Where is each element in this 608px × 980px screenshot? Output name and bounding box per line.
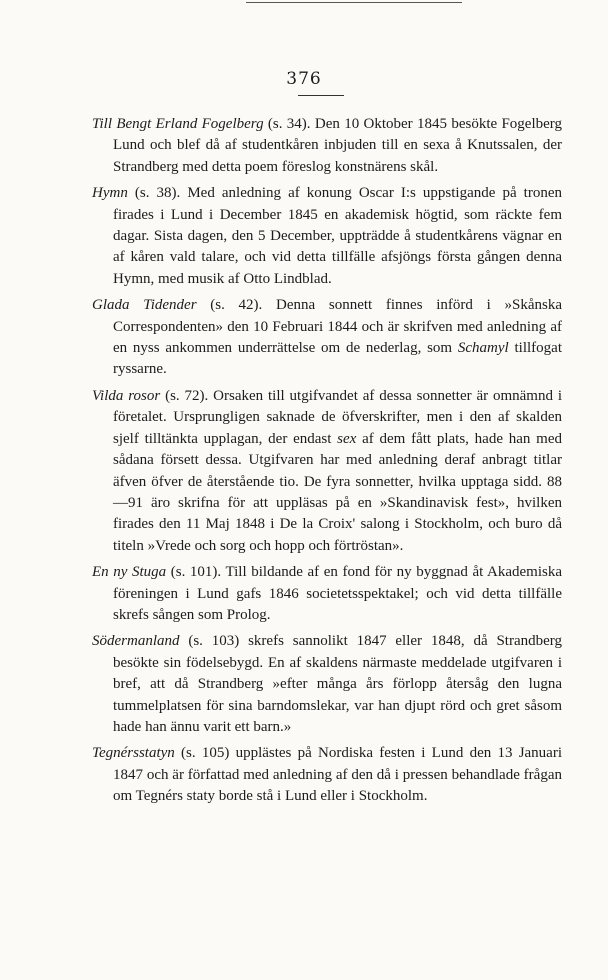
note-title: Glada Tidender	[92, 297, 197, 314]
note-fogelberg	[92, 114, 562, 178]
notes-list	[92, 114, 562, 813]
note-text: upplästes på Nordiska festen i Lund den 13 Januari 1847 och är författad med anledning af den då i pressen behandlade frågan om Tegnérs staty borde stå i Lund eller i Stockholm.	[113, 745, 563, 805]
note-title: Vilda rosor	[92, 387, 161, 404]
note-text: Denna sonnett finnes införd i »Skånska Correspondenten» den 10 Februari 1844 och är skrifven med anledning af en nyss ankommen underrättelse om de nederlag, som	[113, 297, 562, 357]
note-title: Tegnérsstatyn	[92, 745, 175, 762]
note-text-end: af dem fått plats, hade han med sådana försett dessa. Utgifvaren har med anledning deraf anbragt titlar äfven öfver de återstående tio. De fyra sonnetter, hvilka upptaga sidd. 88—91 äro skrifna för att uppläsas på en »Skandinavisk fest», hvilken firades den 11 Maj 1848 i De la Croix' salong i Stockholm, och buro då titeln »Vrede och sorg och hopp och förtröstan».	[113, 430, 562, 554]
note-title: En ny Stuga	[92, 564, 167, 581]
note-title: Hymn	[92, 185, 128, 202]
note-text: skrefs sannolikt 1847 eller 1848, då Strandberg besökte sin födelsebygd. En af skaldens närmaste meddelade utgifvaren i bref, att då Strandberg »efter många års förlopp återsåg den lugna tummelplatsen för sina barndomslekar, var han djupt rörd och gret såsom hade han ännu varit ett barn.»	[113, 633, 563, 735]
note-ref: (s. 72).	[160, 387, 209, 404]
note-ref: (s. 103)	[179, 633, 240, 650]
note-hymn	[92, 183, 562, 290]
note-ref: (s. 38).	[127, 185, 181, 202]
note-vilda-rosor	[92, 386, 562, 557]
page-number-underline	[298, 95, 344, 96]
note-text: Med anledning af konung Oscar I:s uppstigande på tronen firades i Lund i December 1845 en akademisk högtid, som räckte fem dagar. Sista dagen, den 5 December, uppträdde å studentkårens vägnar en af kåren vald talare, och vid detta tillfälle afsjöngs första gången denna Hymn, med musik af Otto Lindblad.	[113, 185, 562, 287]
note-tegnersstatyn	[92, 743, 562, 807]
note-title: Till Bengt Erland Fogelberg	[92, 116, 264, 132]
note-ref: (s. 34).	[263, 116, 311, 132]
note-sodermanland	[92, 631, 562, 738]
note-ref: (s. 101).	[166, 564, 222, 581]
note-glada-tidender	[92, 295, 562, 381]
note-text: Den 10 Oktober 1845 besökte Fogelberg Lund och blef då af studentkåren inbjuden till en sexa å Knutssalen, der Strandberg med detta poem föreslog konstnärens skål.	[113, 116, 563, 175]
page-number: 376	[286, 69, 322, 89]
note-italic-name: Schamyl	[457, 340, 509, 357]
note-text: Till bildande af en fond för ny byggnad åt Akademiska föreningen i Lund gafs 1846 societetsspektakel; och vid detta tillfälle skrefs sången som Prolog.	[113, 564, 563, 623]
note-italic-word: sex	[337, 430, 357, 447]
note-text-end: tillfogat ryssarne.	[113, 340, 562, 378]
top-edge-rule	[246, 2, 462, 3]
note-ref: (s. 42).	[196, 297, 263, 314]
note-text: Orsaken till utgifvandet af dessa sonnetter är omnämnd i företalet. Ursprungligen saknade de öfverskrifter, men i den af skalden sjelf tilltänkta upplagan, der endast	[113, 387, 563, 447]
note-en-ny-stuga	[92, 562, 562, 626]
note-ref: (s. 105)	[174, 745, 230, 762]
note-title: Södermanland	[92, 633, 180, 650]
